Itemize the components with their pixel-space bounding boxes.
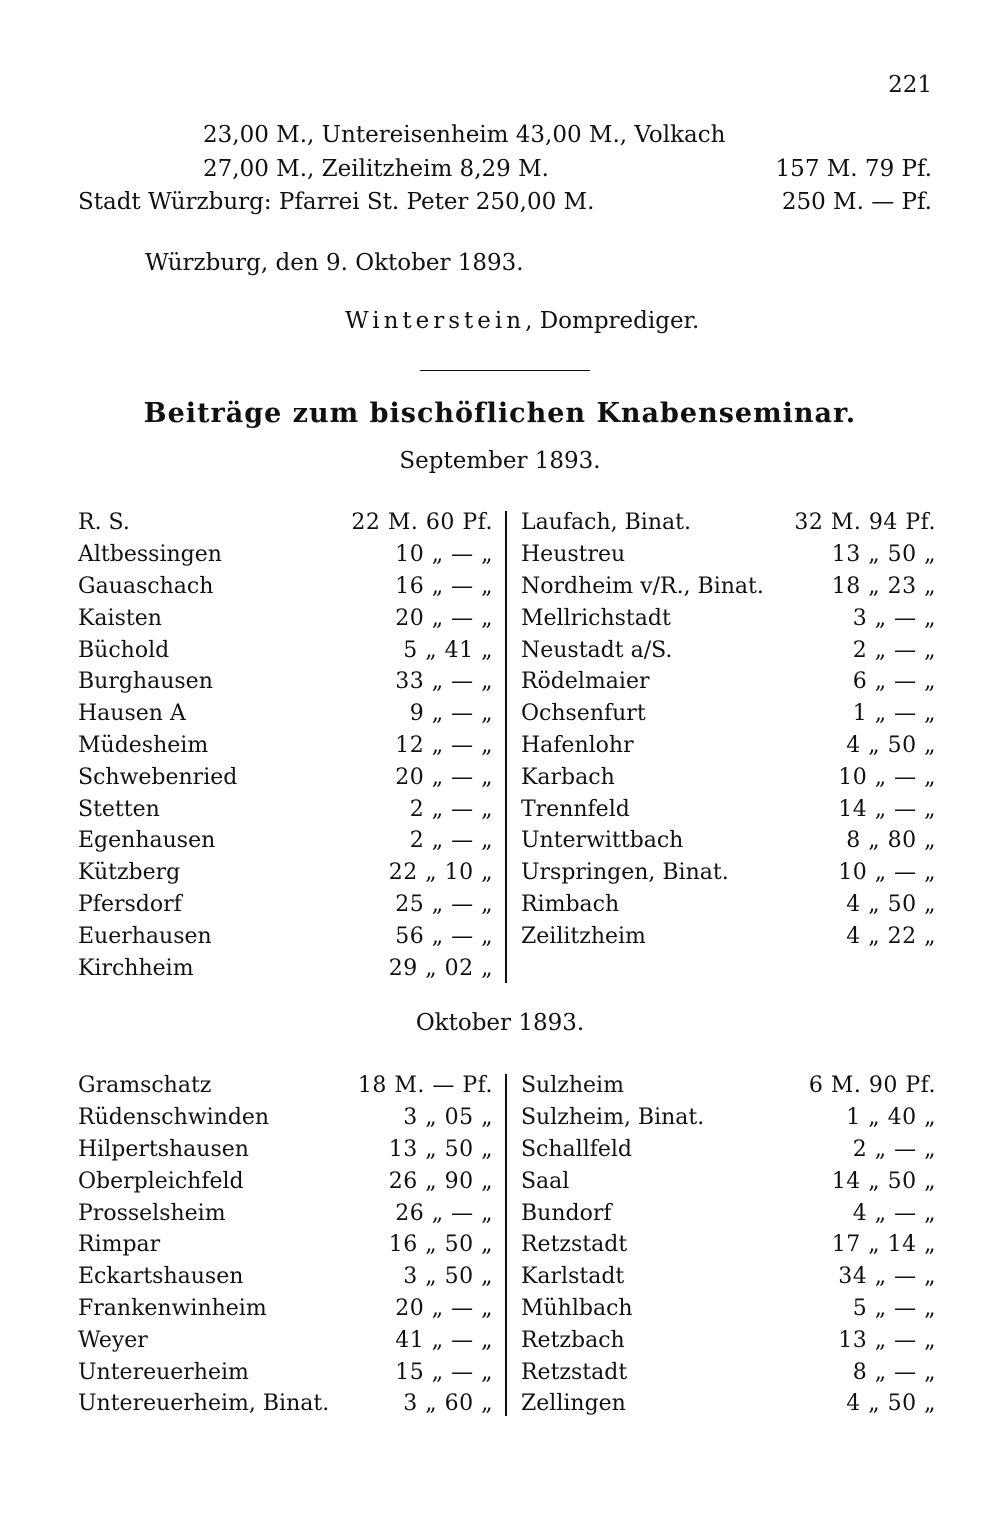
donation-amount: 3 „ 60 „ bbox=[403, 1391, 494, 1417]
donation-amount: 56 „ — „ bbox=[395, 923, 494, 949]
donation-row bbox=[521, 1324, 938, 1356]
donation-amount: 2 „ — „ bbox=[852, 1136, 937, 1162]
donation-row bbox=[521, 1388, 938, 1420]
donor-name: Burghausen bbox=[78, 669, 213, 695]
donation-amount: 22 M. 60 Pf. bbox=[351, 510, 494, 536]
donation-row bbox=[78, 1324, 495, 1356]
donation-amount: 5 „ 41 „ bbox=[403, 637, 494, 663]
donor-name: Rödelmaier bbox=[520, 669, 650, 695]
donation-row bbox=[521, 889, 938, 921]
donation-row bbox=[78, 1261, 495, 1293]
donor-name: Unterwittbach bbox=[520, 828, 684, 854]
donation-amount: 6 M. 90 Pf. bbox=[808, 1073, 937, 1099]
donation-row bbox=[78, 730, 495, 762]
donation-amount: 41 „ — „ bbox=[395, 1327, 494, 1353]
donor-name: Schwebenried bbox=[78, 764, 238, 790]
donation-row bbox=[521, 1197, 938, 1229]
donation-row bbox=[521, 507, 938, 539]
donation-row bbox=[78, 1388, 495, 1420]
donor-name: Retzstadt bbox=[520, 1359, 628, 1385]
donation-row bbox=[521, 1229, 938, 1261]
donation-amount: 14 „ 50 „ bbox=[831, 1168, 937, 1194]
donation-row bbox=[521, 793, 938, 825]
donor-name: Kützberg bbox=[78, 860, 181, 886]
donation-row bbox=[521, 1293, 938, 1325]
donation-amount: 10 „ — „ bbox=[838, 860, 937, 886]
donation-amount: 20 „ — „ bbox=[395, 1295, 494, 1321]
donor-name: Laufach, Binat. bbox=[520, 510, 691, 536]
donation-amount: 13 „ 50 „ bbox=[388, 1136, 494, 1162]
signature bbox=[345, 308, 699, 334]
separator-rule bbox=[420, 370, 590, 371]
donation-row bbox=[78, 1134, 495, 1166]
donation-row bbox=[521, 1134, 938, 1166]
donor-name: Mellrichstadt bbox=[520, 605, 671, 631]
donation-amount: 16 „ 50 „ bbox=[388, 1232, 494, 1258]
donation-amount: 18 M. — Pf. bbox=[357, 1073, 494, 1099]
donation-amount: 4 „ — „ bbox=[852, 1200, 937, 1226]
donor-name: Hafenlohr bbox=[520, 732, 634, 758]
donor-name: Eckartshausen bbox=[78, 1264, 244, 1290]
donation-amount: 26 „ — „ bbox=[395, 1200, 494, 1226]
donation-row bbox=[521, 920, 938, 952]
donation-row bbox=[521, 1165, 938, 1197]
donation-row bbox=[78, 952, 495, 984]
donation-amount: 33 „ — „ bbox=[395, 669, 494, 695]
donation-row bbox=[78, 1356, 495, 1388]
donor-name: Zeilitzheim bbox=[520, 923, 646, 949]
donor-name: Zellingen bbox=[520, 1391, 626, 1417]
donation-row bbox=[78, 1293, 495, 1325]
signature-title: , Domprediger. bbox=[525, 308, 700, 334]
signature-name: Winterstein bbox=[345, 308, 526, 334]
donor-name: Untereuerheim, Binat. bbox=[78, 1391, 330, 1417]
donation-amount: 3 „ — „ bbox=[852, 605, 937, 631]
donation-row bbox=[521, 730, 938, 762]
donation-row bbox=[78, 666, 495, 698]
donation-amount: 25 „ — „ bbox=[395, 891, 494, 917]
donation-row bbox=[521, 666, 938, 698]
donation-amount: 34 „ — „ bbox=[838, 1264, 937, 1290]
october-columns bbox=[78, 1070, 938, 1420]
donor-name: Gramschatz bbox=[78, 1073, 212, 1099]
donation-row bbox=[521, 1102, 938, 1134]
donor-name: Untereuerheim bbox=[78, 1359, 249, 1385]
donor-name: Retzstadt bbox=[520, 1232, 628, 1258]
donation-row bbox=[78, 698, 495, 730]
donor-name: Stetten bbox=[78, 796, 160, 822]
donation-row bbox=[78, 1197, 495, 1229]
donation-amount: 13 „ — „ bbox=[838, 1327, 937, 1353]
donor-name: Retzbach bbox=[520, 1327, 625, 1353]
donation-row bbox=[521, 761, 938, 793]
donor-name: Pfersdorf bbox=[78, 891, 182, 917]
october-label: Oktober 1893. bbox=[415, 1010, 585, 1036]
donation-row bbox=[521, 1356, 938, 1388]
donation-amount: 18 „ 23 „ bbox=[831, 573, 937, 599]
donation-amount: 4 „ 50 „ bbox=[846, 891, 937, 917]
donation-row bbox=[521, 1261, 938, 1293]
donor-name: Sulzheim, Binat. bbox=[520, 1105, 705, 1131]
donor-name: Müdesheim bbox=[78, 732, 209, 758]
donation-amount: 1 „ 40 „ bbox=[846, 1105, 937, 1131]
donor-name: Hilpertshausen bbox=[78, 1136, 249, 1162]
donation-amount: 12 „ — „ bbox=[395, 732, 494, 758]
donation-amount: 17 „ 14 „ bbox=[831, 1232, 937, 1258]
october-right-column bbox=[507, 1070, 938, 1420]
intro-line-1: 23,00 M., Untereisenheim 43,00 M., Volkach bbox=[203, 122, 726, 148]
september-label: September 1893. bbox=[399, 448, 601, 474]
donation-amount: 29 „ 02 „ bbox=[388, 955, 494, 981]
donation-amount: 14 „ — „ bbox=[838, 796, 937, 822]
donation-row bbox=[521, 571, 938, 603]
donor-name: Nordheim v/R., Binat. bbox=[520, 573, 764, 599]
intro-line-2-amount: 157 M. 79 Pf. bbox=[775, 156, 932, 182]
donation-row bbox=[521, 825, 938, 857]
donation-amount: 4 „ 50 „ bbox=[846, 1391, 937, 1417]
donor-name: Büchold bbox=[78, 637, 170, 663]
donor-name: R. S. bbox=[78, 510, 130, 536]
donation-row bbox=[78, 857, 495, 889]
place-date: Würzburg, den 9. Oktober 1893. bbox=[145, 250, 524, 276]
donor-name: Rimpar bbox=[78, 1232, 161, 1258]
donation-amount: 10 „ — „ bbox=[395, 542, 494, 568]
donation-row bbox=[78, 1229, 495, 1261]
donation-amount: 1 „ — „ bbox=[852, 701, 937, 727]
donor-name: Ochsenfurt bbox=[520, 701, 646, 727]
donor-name: Karbach bbox=[520, 764, 615, 790]
donation-amount: 15 „ — „ bbox=[395, 1359, 494, 1385]
donor-name: Karlstadt bbox=[520, 1264, 625, 1290]
donation-row bbox=[521, 857, 938, 889]
page-number: 221 bbox=[888, 72, 932, 98]
donation-amount: 4 „ 50 „ bbox=[846, 732, 937, 758]
donation-amount: 20 „ — „ bbox=[395, 605, 494, 631]
donor-name: Rüdenschwinden bbox=[78, 1105, 270, 1131]
intro-line-3-amount: 250 M. — Pf. bbox=[781, 189, 932, 215]
donor-name: Mühlbach bbox=[520, 1295, 633, 1321]
intro-line-3: Stadt Würzburg: Pfarrei St. Peter 250,00 M. bbox=[78, 189, 595, 215]
donation-amount: 5 „ — „ bbox=[852, 1295, 937, 1321]
donation-row bbox=[78, 539, 495, 571]
donor-name: Prosselsheim bbox=[78, 1200, 226, 1226]
section-heading: Beiträge zum bischöflichen Knabenseminar. bbox=[143, 398, 857, 429]
donation-row bbox=[78, 602, 495, 634]
donation-row bbox=[78, 1165, 495, 1197]
donor-name: Weyer bbox=[78, 1327, 148, 1353]
donation-amount: 2 „ — „ bbox=[852, 637, 937, 663]
donation-amount: 32 M. 94 Pf. bbox=[794, 510, 937, 536]
donor-name: Urspringen, Binat. bbox=[520, 860, 729, 886]
donor-name: Trennfeld bbox=[520, 796, 630, 822]
donation-row bbox=[78, 507, 495, 539]
donor-name: Kaisten bbox=[78, 605, 162, 631]
donation-row bbox=[78, 889, 495, 921]
donation-amount: 2 „ — „ bbox=[409, 796, 494, 822]
donor-name: Frankenwinheim bbox=[78, 1295, 267, 1321]
donation-amount: 3 „ 05 „ bbox=[403, 1105, 494, 1131]
donation-amount: 9 „ — „ bbox=[409, 701, 494, 727]
donation-amount: 2 „ — „ bbox=[409, 828, 494, 854]
donation-amount: 3 „ 50 „ bbox=[403, 1264, 494, 1290]
donation-amount: 22 „ 10 „ bbox=[388, 860, 494, 886]
donation-row bbox=[78, 825, 495, 857]
october-left-column bbox=[78, 1070, 505, 1420]
donor-name: Sulzheim bbox=[520, 1073, 624, 1099]
donation-row bbox=[78, 634, 495, 666]
september-columns bbox=[78, 507, 938, 984]
donor-name: Bundorf bbox=[520, 1200, 612, 1226]
donation-amount: 6 „ — „ bbox=[852, 669, 937, 695]
donor-name: Heustreu bbox=[520, 542, 626, 568]
donor-name: Kirchheim bbox=[78, 955, 194, 981]
donation-amount: 20 „ — „ bbox=[395, 764, 494, 790]
donation-amount: 8 „ 80 „ bbox=[846, 828, 937, 854]
donation-amount: 13 „ 50 „ bbox=[831, 542, 937, 568]
donation-row bbox=[521, 539, 938, 571]
donation-row bbox=[78, 920, 495, 952]
donor-name: Oberpleichfeld bbox=[78, 1168, 244, 1194]
donor-name: Gauaschach bbox=[78, 573, 214, 599]
donor-name: Rimbach bbox=[520, 891, 620, 917]
donation-row bbox=[78, 571, 495, 603]
donation-row bbox=[521, 1070, 938, 1102]
intro-line-2: 27,00 M., Zeilitzheim 8,29 M. bbox=[203, 156, 549, 182]
donor-name: Egenhausen bbox=[78, 828, 216, 854]
donor-name: Hausen A bbox=[78, 701, 186, 727]
donation-amount: 10 „ — „ bbox=[838, 764, 937, 790]
donation-row bbox=[78, 1070, 495, 1102]
donor-name: Neustadt a/S. bbox=[520, 637, 673, 663]
donation-row bbox=[78, 793, 495, 825]
donor-name: Euerhausen bbox=[78, 923, 212, 949]
donation-row bbox=[521, 634, 938, 666]
donor-name: Altbessingen bbox=[78, 542, 222, 568]
donation-row bbox=[521, 698, 938, 730]
donation-row bbox=[78, 1102, 495, 1134]
donation-amount: 26 „ 90 „ bbox=[388, 1168, 494, 1194]
donation-amount: 4 „ 22 „ bbox=[846, 923, 937, 949]
donor-name: Saal bbox=[520, 1168, 570, 1194]
donation-amount: 16 „ — „ bbox=[395, 573, 494, 599]
september-left-column bbox=[78, 507, 505, 984]
donor-name: Schallfeld bbox=[520, 1136, 633, 1162]
september-right-column bbox=[507, 507, 938, 984]
donation-row bbox=[521, 602, 938, 634]
donation-row bbox=[78, 761, 495, 793]
donation-amount: 8 „ — „ bbox=[852, 1359, 937, 1385]
